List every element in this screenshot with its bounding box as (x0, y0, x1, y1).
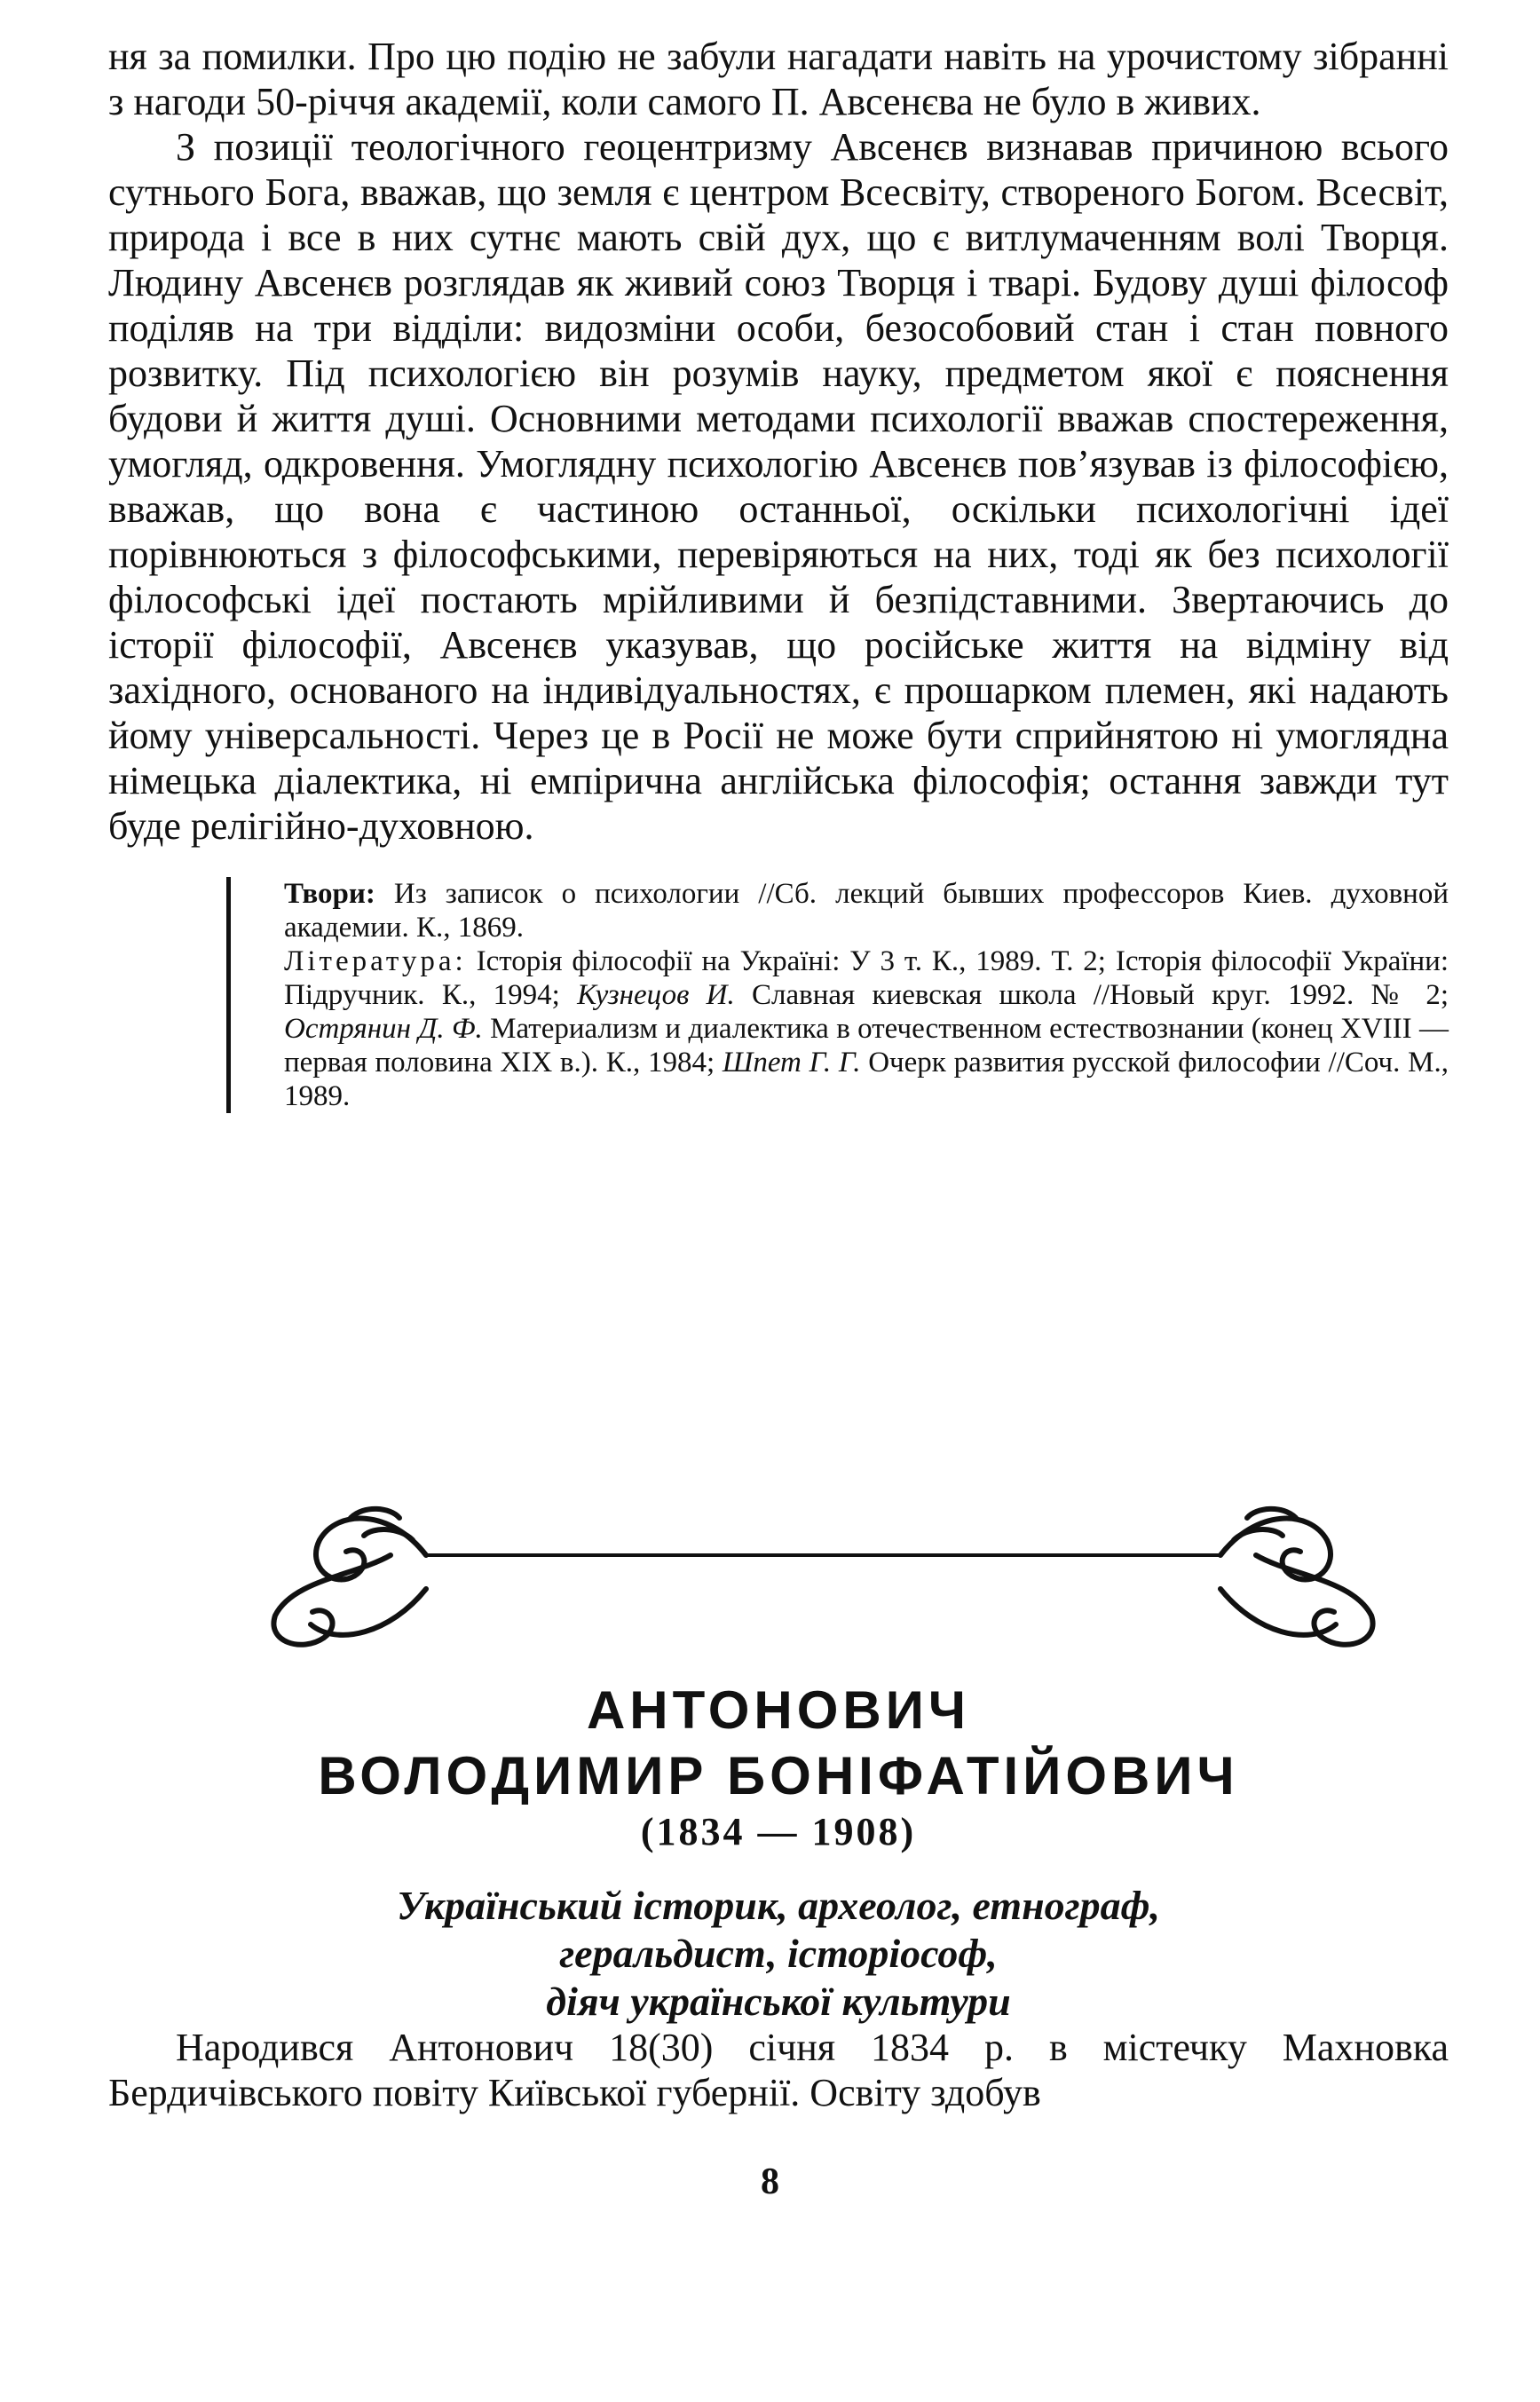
paragraph-continuation: ня за помилки. Про цю подію не забули нагадати навіть на урочистому зібранні з нагоди 50-річчя академії, коли самого П. Авсенєва не було в живих. (108, 35, 1449, 123)
works-entry (284, 877, 1449, 944)
paragraph-birth: Народився Антонович 18(30) січня 1834 р. в містечку Махновка Бердичівського повіту Київської губернії. Освіту здобув (108, 2026, 1449, 2114)
literature-text: Славная киевская школа //Новый круг. 1992. № 2; (752, 979, 1449, 1011)
works-label: Твори: (284, 878, 375, 910)
paragraph-philosophy: З позиції теологічного геоцентризму Авсенєв визнавав причиною всього сутнього Бога, вважав, що земля є центром Всесвіту, створеного Богом. Всесвіт, природа і все в них сутнє мають свій дух, що є витлумаченням волі Творця. Людину Авсенєв розглядав як живий союз Творця і тварі. Будову душі філософ поділяв на три відділи: видозміни особи, безособовий стан і стан повного розвитку. Під психологією він розумів науку, предметом якої є пояснення будови й життя душі. Основними методами психології вважав спостереження, умогляд, одкровення. Умоглядну психологію Авсенєв пов’язував із філософією, вважав, що вона є частиною останньої, оскільки психологічні ідеї порівнюються з філософськими, перевіряються на них, тоді як без психології філософські ідеї постають мрійливими й безпідставними. Звертаючись до історії філософії, Авсенєв указував, що російське життя на відміну від західного, основаного на індивідуальностях, є прошарком племен, які надають йому універсальності. Через це в Росії не може бути сприйнятою ні умоглядна німецька діалектика, ні емпірична англійська філософія; остання завжди тут буде релігійно-духовною. (108, 125, 1449, 848)
references-block (226, 877, 1449, 1113)
literature-author: Кузнецов И. (577, 979, 735, 1011)
literature-text: Історія філософії на Україні: У 3 т. К., 1989. Т. 2; Історія філософії України: Підручник. К., 1994; (284, 945, 1449, 1011)
entry-name: ВОЛОДИМИР БОНІФАТІЙОВИЧ (318, 1746, 1239, 1805)
subtitle-line: діяч української культури (546, 1979, 1011, 2024)
entry-surname: АНТОНОВИЧ (586, 1680, 971, 1740)
literature-text: Очерк развития русской философии //Соч. М., 1989. (284, 1047, 1449, 1112)
entry-heading (108, 1678, 1449, 1809)
entry-subtitle (108, 1882, 1449, 2026)
literature-entry (284, 944, 1449, 1113)
subtitle-line: Український історик, археолог, етнограф, (396, 1883, 1161, 1928)
literature-text: Материализм и диалектика в отечественном естествознании (конец XVIII — первая половина XIX в.). К., 1984; (284, 1013, 1449, 1079)
ornamental-divider-icon (257, 1491, 1385, 1660)
literature-label: Література: (284, 945, 467, 977)
literature-author: Острянин Д. Ф. (284, 1013, 483, 1045)
entry-dates: (1834 — 1908) (640, 1810, 917, 1853)
literature-author: Шпет Г. Г. (722, 1047, 861, 1079)
entry-body (108, 2025, 1449, 2115)
page-number: 8 (761, 2161, 779, 2202)
subtitle-line: геральдист, історіософ, (559, 1931, 998, 1976)
page-body (108, 34, 1449, 1113)
works-text: Из записок о психологии //Сб. лекций бывших профессоров Киев. духовной академии. К., 1869. (284, 878, 1449, 944)
